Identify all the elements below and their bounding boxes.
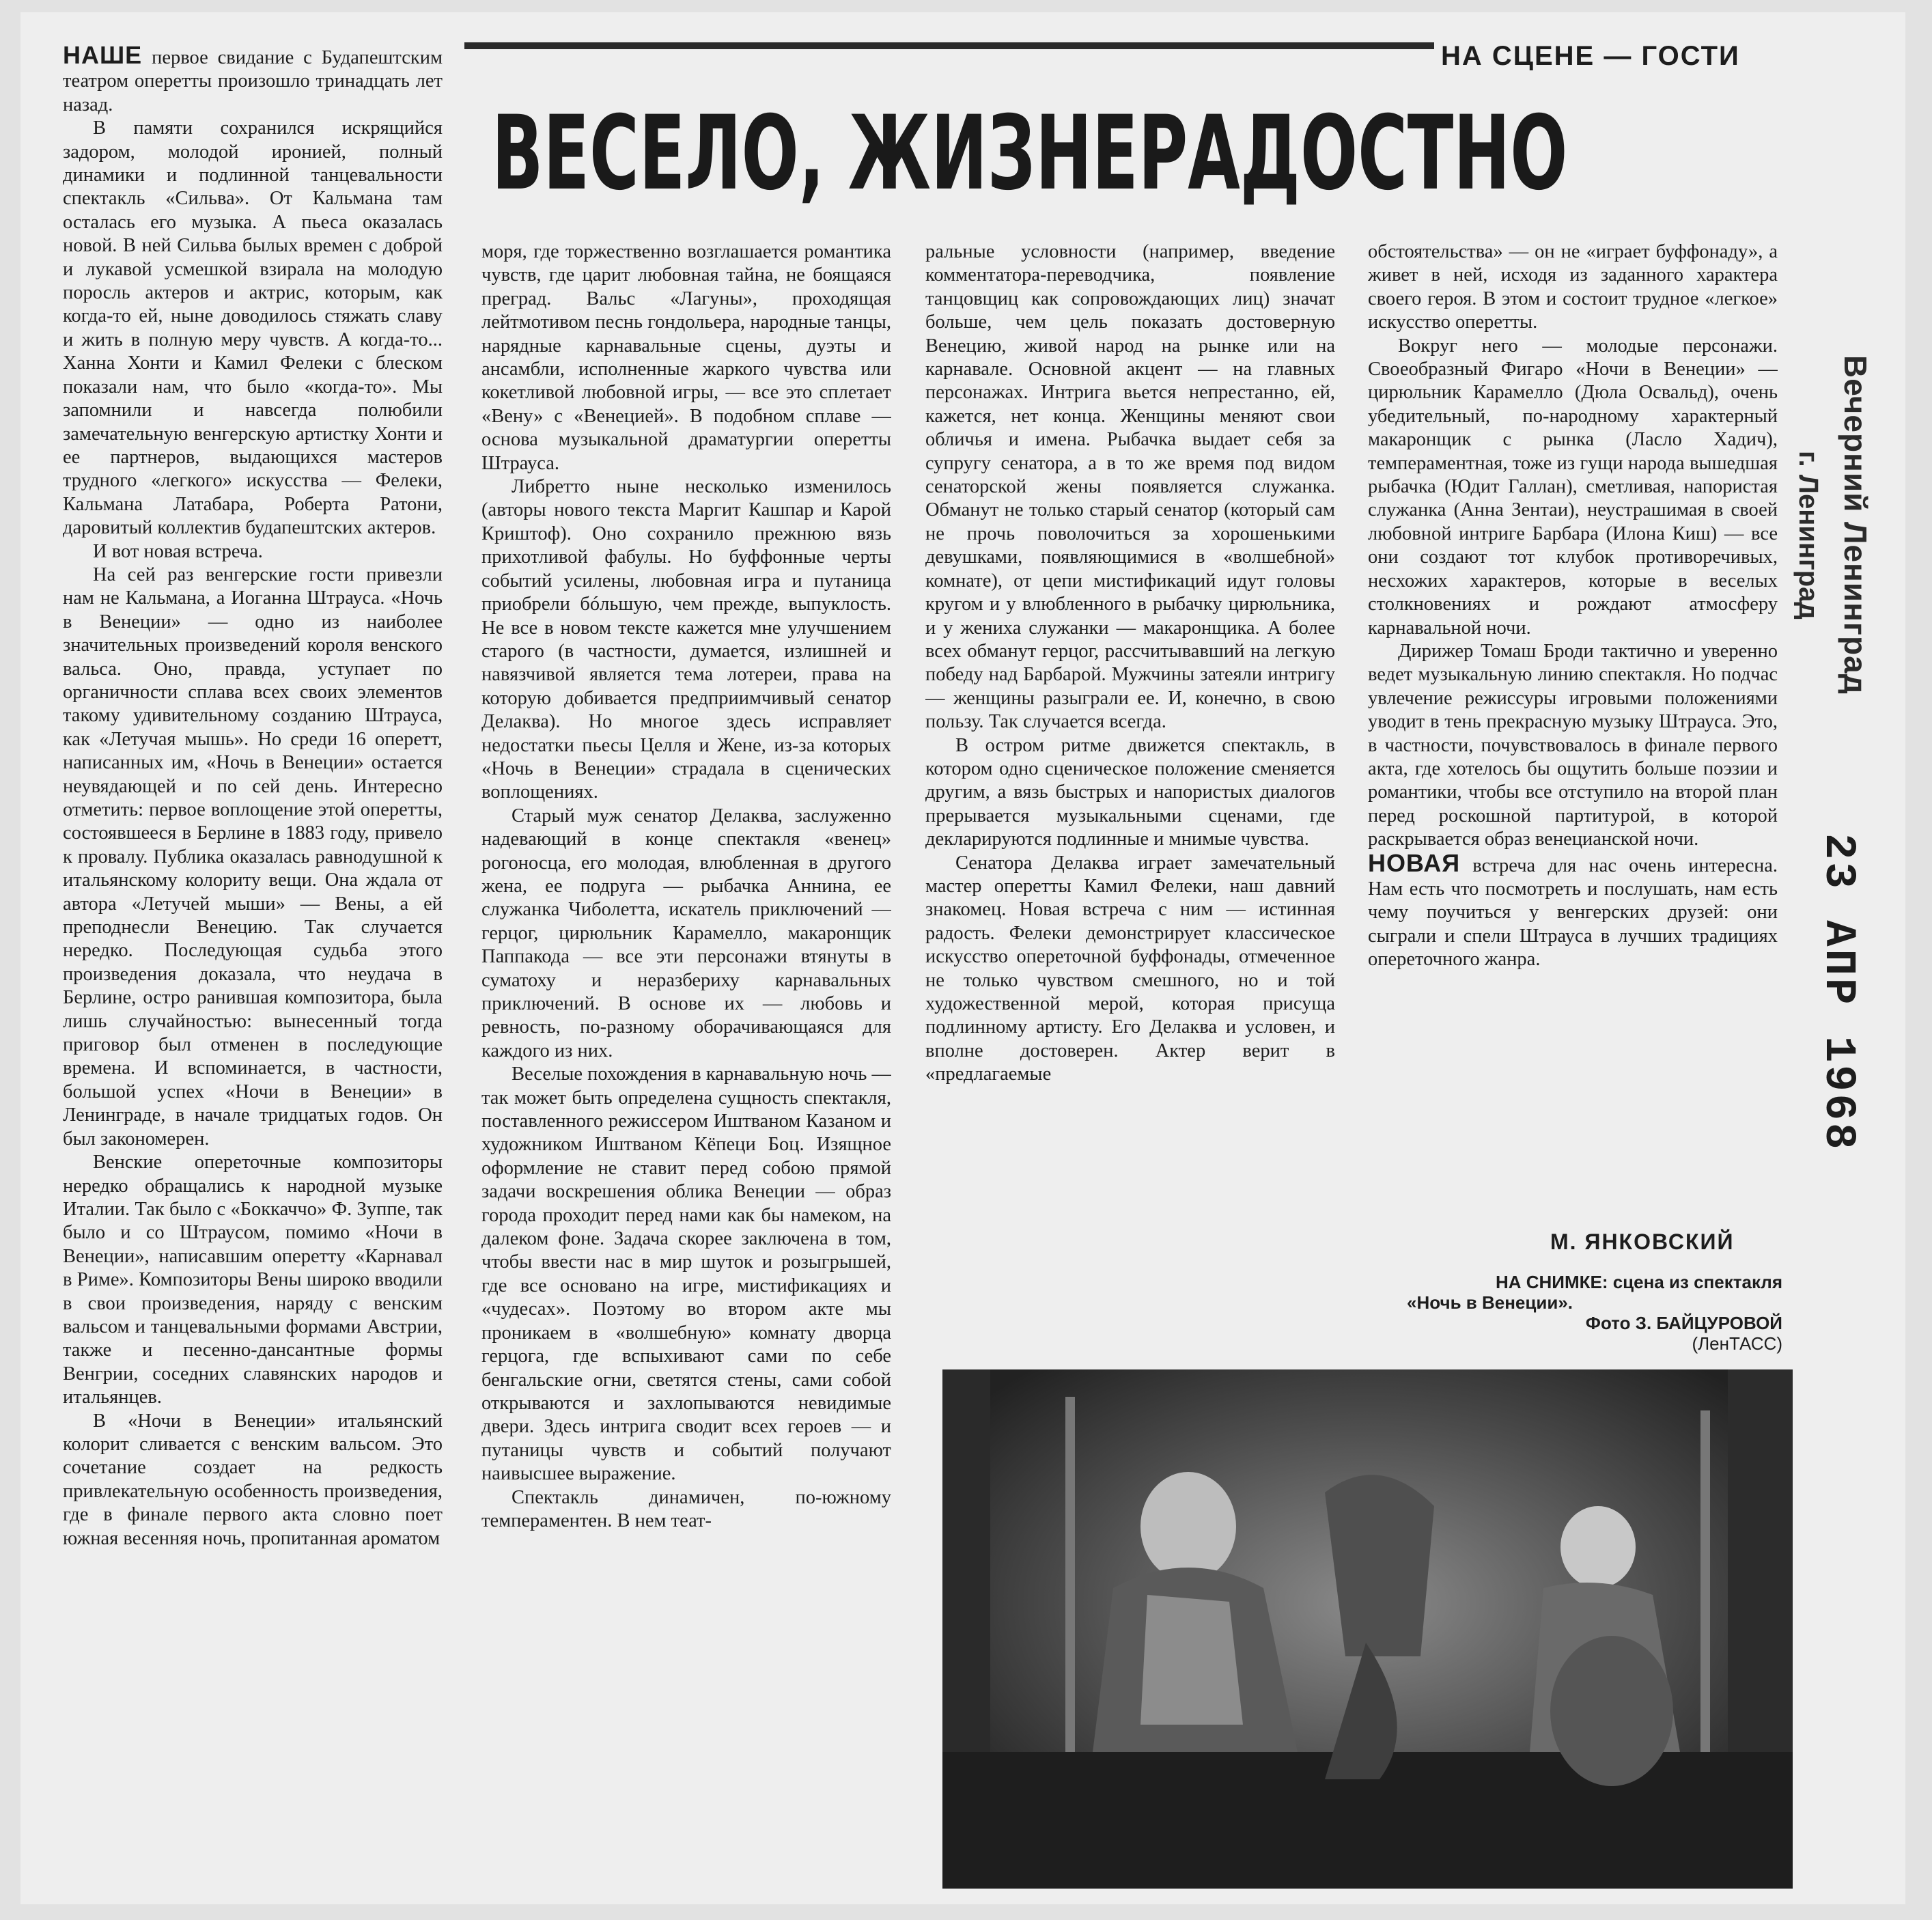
date-stamp: 23 АПР 1968 (1813, 833, 1862, 1152)
photo-caption (1400, 1272, 1782, 1354)
article-paragraph (481, 240, 891, 475)
paragraph-text: моря, где торжественно возглашается романтика чувств, где царит любовная тайна, не боящаяся преград. Вальс «Лагуны», проходящая лейтмотивом песнь гондольера, народные танцы, нарядные карнавальные сцены, дуэты и ансамбли, исполненные жаркого чувства или кокетливой любовной игры, — все это сплетает «Вену» с «Венецией». В подобном сплаве — основа музыкальной драматургии оперетты Штрауса. (481, 241, 891, 474)
article-paragraph (63, 540, 443, 564)
caption-line: НА СНИМКЕ: сцена из спектакля (1495, 1272, 1782, 1292)
paragraph-text: первое свидание с Будапештским театром оперетты произошло тринадцать лет назад. (63, 47, 443, 115)
article-paragraph (63, 44, 443, 117)
paragraph-text: В памяти сохранился искрящийся задором, молодой иронией, полный динамики и подлинной танцевальности спектакль «Сильва». От Кальмана там осталась его музыка. А пьеса оказалась новой. В ней Сильва былых времен с доброй и лукавой усмешкой взирала на молодую поросль актеров и актрис, которым, как когда-то ей, ныне доводилось стяжать славу и жить в полную меру чувств. А когда-то... Ханна Хонти и Камил Фелеки с блеском показали нам, что было «когда-то». Мы запомнили и навсегда полюбили замечательную венгерскую артистку Хонти и ее партнеров, выдающихся мастеров трудного «легкого» искусства — Фелеки, Кальмана Латабара, Роберта Ратони, даровитый коллектив будапештских актеров. (63, 117, 443, 539)
caption-line: «Ночь в Венеции». (1407, 1292, 1573, 1313)
paragraph-text: ральные условности (например, введение комментатора-переводчика, появление танцовщиц как сопровождающих лиц) значат больше, чем цель показать достоверную Венецию, живой народ на рынке или на карнавале. Основной акцент — на главных персонажах. Интрига вьется непрестанно, ей, кажется, нет конца. Женщины меняют свои обличья и имена. Рыбачка выдает себя за супругу сенатора, а в то же время под видом сенаторской жены появляется служанка. Обманут не только старый сенатор (который сам не прочь поволочиться за хорошенькими девушками, появляющимися в «волшебной» комнате), от цепи мистификаций идут головы кругом и у влюбленного в рыбачку цирюльника, и у жениха служанки — макаронщика. А более всех обманут герцог, рассчитывавший на легкую победу над Барбарой. Мужчины затеяли интригу — женщины разыграли ее. И, конечно, в свою пользу. Так случается всегда. (925, 241, 1335, 733)
drop-cap: НОВАЯ (1368, 848, 1461, 877)
article-column-2 (481, 240, 891, 1893)
paragraph-text: Веселые похождения в карнавальную ночь — так может быть определена сущность спектакля, поставленного режиссером Иштваном Казаном и художником Иштваном Кёпеци Боц. Изящное оформление не ставит перед собою прямой задачи воскрешения облика Венеции — образ города проходит перед нами как бы намеком, на далеком фоне. Задача скорее заключена в том, чтобы ввести нас в мир шуток и розыгрышей, где все основано на игре, мистификациях и «чудесах». Поэтому во втором акте мы проникаем в «волшебную» комнату дворца герцога, где вспыхивают сами по себе бенгальские огни, светятся стены, сами собой открываются и захлопываются невидимые двери. Здесь интрига сводит всех героев — и путаницы чувств и событий получают наивысшее выражение. (481, 1063, 891, 1485)
article-paragraph (481, 1486, 891, 1533)
paragraph-text: Венские опереточные композиторы нередко обращались к народной музыке Италии. Так было с «Боккаччо» Ф. Зуппе, так было и со Штраусом, помимо «Ночи в Венеции», написавшим оперетту «Карнавал в Риме». Композиторы Вены широко вводили в свои произведения, наряду с венским вальсом и танцевальными формами Австрии, также и песенно-дансантные формы Венгрии, соседних славянских народов и итальянцев. (63, 1152, 443, 1408)
article-paragraph (63, 117, 443, 540)
article-paragraph (63, 1410, 443, 1550)
article-paragraph (1368, 640, 1778, 852)
header-rule (464, 42, 1434, 49)
article-column-1 (63, 44, 443, 1888)
caption-credit: Фото З. БАЙЦУРОВОЙ (1585, 1313, 1782, 1333)
paragraph-text: Либретто ныне несколько изменилось (авторы нового текста Маргит Кашпар и Карой Криштоф). Оно сохранило прежнюю вязь прихотливой фабулы. Но буффонные черты событий усилены, любовная игра и путаница приобрели бóльшую, чем прежде, выпуклость. Не все в новом тексте кажется мне улучшением старого (в частности, думается, излишней и навязчивой является тема лотереи, права на которую добивается предприимчивый сенатор Делаква). Но многое здесь исправляет недостатки пьесы Целля и Жене, из-за которых «Ночь в Венеции» страдала в сценических воплощениях. (481, 476, 891, 803)
article-paragraph (63, 1151, 443, 1409)
article-column-3 (925, 240, 1335, 1347)
paragraph-text: обстоятельства» — он не «играет буффонаду», а живет в ней, исходя из заданного характера своего героя. В этом и состоит трудное «легкое» искусство оперетты. (1368, 241, 1778, 333)
article-paragraph (1368, 240, 1778, 335)
author-signature: М. ЯНКОВСКИЙ (1550, 1229, 1735, 1254)
stage-photo-image (942, 1369, 1793, 1889)
section-rubric: НА СЦЕНЕ — ГОСТИ (1441, 41, 1740, 71)
article-paragraph (925, 240, 1335, 734)
article-paragraph (63, 564, 443, 1151)
paragraph-text: Спектакль динамичен, по-южному темпераментен. В нем теат- (481, 1486, 891, 1531)
paragraph-text: В «Ночи в Венеции» итальянский колорит сливается с венским вальсом. Это сочетание создает на редкость привлекательную особенность произведения, где в финале первого акта словно поет южная весенняя ночь, пропитанная ароматом (63, 1410, 443, 1549)
article-paragraph (1368, 335, 1778, 640)
article-paragraph (481, 1063, 891, 1486)
article-paragraph (925, 852, 1335, 1087)
city-stamp: г. Ленинград (1793, 451, 1823, 620)
drop-cap: НАШЕ (63, 44, 143, 69)
paragraph-text: И вот новая встреча. (93, 540, 263, 562)
stage-photo (942, 1369, 1793, 1889)
article-paragraph (1368, 848, 1778, 972)
paragraph-text: Вокруг него — молодые персонажи. Своеобразный Фигаро «Ночи в Венеции» — цирюльник Карамелло (Дюла Освальд), очень убедительный, по-народному характерный макаронщик с рынка (Ласло Хадич), темпераментная, тоже из гущи народа вышедшая рыбачка (Юдит Галлан), сметливая, напористая служанка (Анна Зентаи), неустрашимая в своей любовной интриге Барбара (Илона Киш) — все они создают тот клубок противоречивых, несхожих характеров, которые в веселых столкновениях и рождают атмосферу карнавальной ночи. (1368, 335, 1778, 639)
article-paragraph (481, 475, 891, 805)
article-column-4 (1368, 240, 1778, 1224)
newspaper-name-stamp: Вечерний Ленинград (1838, 355, 1873, 695)
article-paragraph (481, 805, 891, 1063)
caption-agency: (ЛенТАСС) (1692, 1333, 1782, 1354)
paragraph-text: Сенатора Делаква играет замечательный мастер оперетты Камил Фелеки, наш давний знакомец. Новая встреча с ним — истинная радость. Фелеки демонстрирует классическое искусство опереточной буффонады, отмеченное не только чувством смешного, но и той художественной мерой, которая присуща подлинному артисту. Его Делаква и условен, и вполне достоверен. Актер верит в «предлагаемые (925, 852, 1335, 1085)
article-headline: ВЕСЕЛО, ЖИЗНЕРАДОСТНО (492, 94, 1568, 213)
paragraph-text: Старый муж сенатор Делаква, заслуженно надевающий в конце спектакля «венец» рогоносца, его молодая, влюбленная в другого жена, ее подруга — рыбачка Аннина, ее служанка Чиболетта, искатель приключений — герцог, цирюльник Карамелло, макаронщик Паппакода — все эти персонажи втянуты в суматоху и неразбериху карнавальных приключений. В основе их — любовь и ревность, по-разному оборачивающаяся для каждого из них. (481, 805, 891, 1061)
article-paragraph (925, 734, 1335, 852)
paragraph-text: В остром ритме движется спектакль, в котором одно сценическое положение сменяется другим, а вязь быстрых и напористых диалогов прерывается музыкальными сценами, где декларируются подлинные и мнимые чувства. (925, 734, 1335, 850)
paragraph-text: встреча для нас очень интересна. Нам есть что посмотреть и послушать, нам есть чему поучиться у венгерских друзей: они сыграли и спели Штрауса в лучших традициях опереточного жанра. (1368, 854, 1778, 971)
paragraph-text: Дирижер Томаш Броди тактично и уверенно ведет музыкальную линию спектакля. Но подчас увлечение режиссуры игровыми положениями уводит в тень прекрасную музыку Штрауса. Это, в частности, почувствовалось в финале первого акта, где хотелось бы ощутить больше поэзии и романтики, чтобы все отступило на второй план перед роскошной партитурой, в которой раскрывается образ венецианской ночи. (1368, 640, 1778, 850)
paragraph-text: На сей раз венгерские гости привезли нам не Кальмана, а Иоганна Штрауса. «Ночь в Венеции» — одно из наиболее значительных произведений короля венского вальса. Оно, правда, уступает по органичности сплава всех своих элементов такому удивительному созданию Штрауса, как «Летучая мышь». Но среди 16 оперетт, написанных им, «Ночь в Венеции» остается неувядающей и по сей день. Интересно отметить: первое воплощение этой оперетты, состоявшееся в Берлине в 1883 году, привело к провалу. Публика оказалась равнодушной к итальянскому колориту вещи. Она ждала от автора «Летучей мыши» — Вены, а ей преподнесли Венецию. Так случается нередко. Последующая судьба этого произведения доказала, что неудача в Берлине, остро ранившая композитора, была лишь случайностью: вынесенный тогда приговор был отменен в последующие времена. И вспоминается, в частности, большой успех «Ночи в Венеции» в Ленинграде, в начале тридцатых годов. Он был закономерен. (63, 564, 443, 1150)
